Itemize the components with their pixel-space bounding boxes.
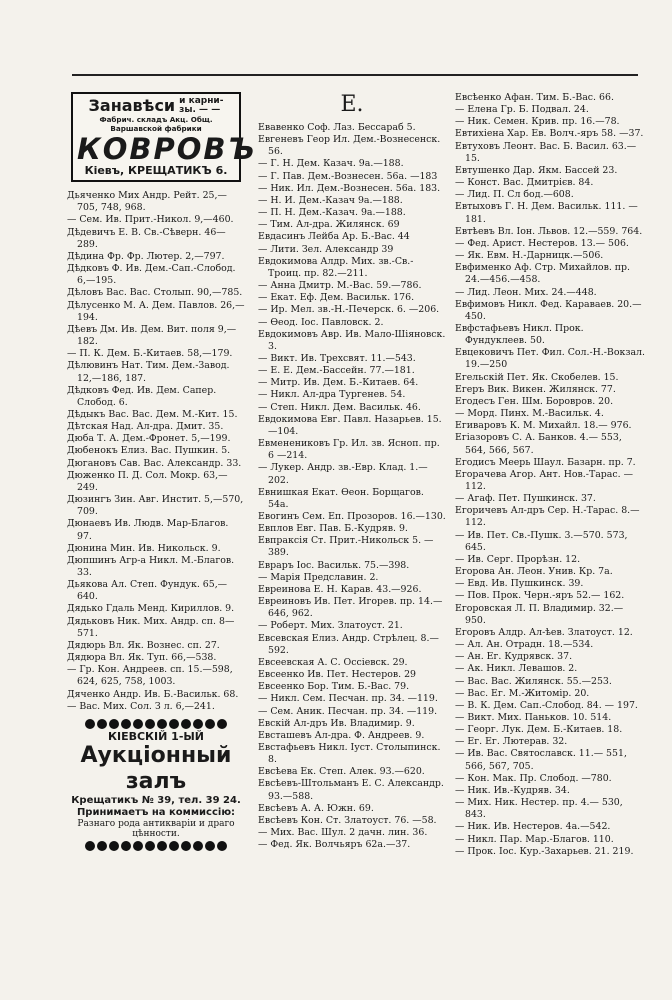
directory-entry: Евстафьевъ Никл. Іуст. Столыпинск. 8. <box>258 741 441 766</box>
directory-entry: — Фед. Як. Волчьяръ 62а.—37. <box>258 839 411 851</box>
directory-entry: Евцековичъ Пет. Фил. Сол.-Н.-Вокзал. 19.—250 <box>455 347 645 371</box>
decorative-dot-icon <box>85 719 95 729</box>
entries-column-3 <box>455 92 645 858</box>
directory-entry: — Пов. Прок. Черн.-яръ 52.— 162. <box>455 590 625 602</box>
directory-entry: — Ир. Мел. зв.-Н.-Печерск. 6. —206. <box>258 304 440 316</box>
directory-entry: Дюба Т. А. Дем.-Фронет. 5,—199. <box>67 433 231 445</box>
directory-entry: Евдокимова Алдр. Мих. зв.-Св.-Троиц. пр. 82.—211. <box>258 255 414 279</box>
decorative-dot-icon <box>157 841 167 851</box>
directory-entry: Дюбенокъ Елиз. Вас. Пушкин. 5. <box>67 445 231 457</box>
directory-entry: — Сем. Ив. Прит.-Никол. 9,—460. <box>67 214 234 226</box>
ad-curtains-cornices: и карни- <box>179 96 224 106</box>
directory-entry: Евфименко Аф. Стр. Михайлов. пр. 24.—456.—458. <box>455 262 631 286</box>
directory-entry: Дюгановъ Сав. Вас. Александр. 33. <box>67 457 242 469</box>
decorative-dot-icon <box>157 719 167 729</box>
directory-entry: — Вас. Вас. Жилянск. 55.—253. <box>455 675 612 687</box>
directory-entry: — Георг. Лук. Дем. Б.-Китаев. 18. <box>455 724 623 736</box>
ad-auction-commission: Принимаетъ на коммиссію: <box>76 807 236 819</box>
directory-entry: Дюнина Мин. Ив. Никольск. 9. <box>67 542 221 554</box>
directory-entry: Евфимовъ Никл. Фед. Караваев. 20.—450. <box>455 298 642 322</box>
decorative-dot-icon <box>109 719 119 729</box>
directory-entry: Дѣлювинъ Нат. Тим. Дем.-Завод. 12,—186, 187. <box>67 360 230 384</box>
directory-entry: — Елена Гр. Б. Подвал. 24. <box>455 104 589 116</box>
directory-entry: Евсеевская А. С. Оссіевск. 29. <box>258 656 408 668</box>
directory-entry: — Никл. Сем. Песчан. пр. 34. —119. <box>258 693 438 705</box>
directory-entry: Дюпшинъ Агр-а Никл. М.-Благов. 33. <box>67 554 235 578</box>
directory-entry: — Вас. Мих. Сол. З л. 6,—241. <box>67 700 215 712</box>
directory-entry: — Ак. Никл. Левашов. 2. <box>455 663 578 675</box>
directory-entry: Евраръ Іос. Васильк. 75.—398. <box>258 559 410 571</box>
directory-entry: Дѣловъ Вас. Вас. Столып. 90,—785. <box>67 287 243 299</box>
directory-entry: Евсѣевъ-Штольманъ Е. С. Александр. 93.—588. <box>258 778 444 802</box>
dots-row-top <box>67 719 245 729</box>
directory-entry: Дѣдковъ Фед. Ив. Дем. Сапер. Слобод. 6. <box>67 384 217 408</box>
ad-auction-title: Аукціонный залъ <box>80 743 232 795</box>
directory-entry: Евсѣевъ А. А. Южн. 69. <box>258 802 374 814</box>
directory-entry: Дядько Гдаль Менд. Кириллов. 9. <box>67 603 235 615</box>
decorative-dot-icon <box>145 841 155 851</box>
directory-entry: Дядюра Вл. Як. Туп. 66,—538. <box>67 652 217 664</box>
directory-entry: Дьяченко Мих Андр. Рейт. 25,—705, 748, 968. <box>67 190 227 214</box>
directory-entry: Евсевская Елиз. Андр. Стрѣлец. 8.—592. <box>258 632 439 656</box>
directory-entry: Дядьковъ Ник. Мих. Андр. сп. 8—571. <box>67 615 235 639</box>
directory-entry: Егоричевъ Ал-дръ Сер. Н.-Тарас. 8.—112. <box>455 505 640 529</box>
directory-entry: — Лити. Зел. Александр 39 <box>258 243 394 255</box>
directory-entry: Егельскій Пет. Як. Скобелев. 15. <box>455 371 619 383</box>
directory-entry: — Конст. Вас. Дмитрієв. 84. <box>455 177 594 189</box>
directory-entry: Дѣтская Над. Ал-дра. Дмит. 35. <box>67 421 224 433</box>
decorative-dot-icon <box>205 719 215 729</box>
directory-entry: Дюзингъ Зин. Авг. Инстит. 5,—570, 709. <box>67 494 244 518</box>
auction-advertisement <box>67 719 245 851</box>
decorative-dot-icon <box>169 841 179 851</box>
directory-entry: — Лукер. Андр. зв.-Евр. Клад. 1.—202. <box>258 462 428 486</box>
decorative-dot-icon <box>121 719 131 729</box>
column-1 <box>67 92 257 853</box>
directory-entry: — Гр. Кон. Андреев. сп. 15.—598, 624, 625, 758, 1003. <box>67 664 233 688</box>
directory-entry: — Ив. Серг. Прорѣзн. 12. <box>455 553 581 565</box>
directory-entry: — Мих. Вас. Шул. 2 дачн. лин. 36. <box>258 827 428 839</box>
directory-entry: — Никл. Ал-дра Тургенев. 54. <box>258 389 406 401</box>
section-letter: Е. <box>340 92 364 117</box>
directory-entry: — Лид. П. Сл бод.—608. <box>455 189 574 201</box>
directory-entry: Егодесъ Ген. Шм. Боровров. 20. <box>455 395 614 407</box>
directory-entry: Евсѣева Ек. Степ. Алек. 93.—620. <box>258 766 425 778</box>
ad-curtains-warehouse: Фабрич. складъ Акц. Общ. <box>99 115 213 124</box>
directory-entry: Дѣдина Фр. Фр. Лютер. 2,—797. <box>67 250 225 262</box>
directory-entry: Дюнаевъ Ив. Людв. Мар-Благов. 97. <box>67 518 229 542</box>
directory-entry: — Як. Евм. Н.-Дарницк.—506. <box>455 250 604 262</box>
directory-entry: — Анна Дмитр. М.-Вас. 59.—786. <box>258 280 422 292</box>
ad-curtains-address: Кіевъ, КРЕЩАТИКЪ 6. <box>84 164 228 177</box>
decorative-dot-icon <box>169 719 179 729</box>
directory-entry: Евскій Ал-дръ Ив. Владимир. 9. <box>258 717 415 729</box>
directory-entry: Егоровская Л. П. Владимир. 32.— 950. <box>455 602 624 626</box>
directory-entry: Евменениковъ Гр. Ил. зв. Ясноп. пр. 6 —214. <box>258 438 440 462</box>
directory-entry: Евсѣенко Афан. Тим. Б.-Вас. 66. <box>455 92 614 103</box>
directory-entry: Егоровъ Алдр. Ал-ѣев. Златоуст. 12. <box>455 626 633 638</box>
directory-entry: — Мих. Ник. Нестер. пр. 4.— 530, 843. <box>455 797 623 821</box>
decorative-dot-icon <box>97 719 107 729</box>
directory-entry: — Ив. Вас. Святославск. 11.— 551, 566, 567, 705. <box>455 748 627 772</box>
directory-entry: Евтыховъ Г. Н. Дем. Васильк. 111. —181. <box>455 201 638 225</box>
directory-entry: — Морд. Пинх. М.-Васильк. 4. <box>455 408 604 420</box>
decorative-dot-icon <box>181 841 191 851</box>
directory-entry: Егодисъ Меерь Шаул. Базарн. пр. 7. <box>455 456 636 468</box>
directory-entry: Евдокимовъ Авр. Ив. Мало-Шіяновск. 3. <box>258 328 446 352</box>
decorative-dot-icon <box>193 719 203 729</box>
dots-row-bottom <box>67 841 245 851</box>
decorative-dot-icon <box>133 841 143 851</box>
ad-curtains-brand: КОВРОВЪ <box>77 132 257 166</box>
directory-entry: — Е. Е. Дем.-Бассейн. 77.—181. <box>258 365 415 377</box>
directory-entry: — Степ. Никл. Дем. Васильк. 46. <box>258 401 421 413</box>
directory-entry: — Марія Предславин. 2. <box>258 571 379 583</box>
directory-entry: — Прок. Іос. Кур.-Захарьев. 21. 219. <box>455 845 634 857</box>
directory-entry: Евтуховъ Леонт. Вас. Б. Васил. 63.—15. <box>455 140 637 164</box>
directory-entry: Егиваровъ К. М. Михайл. 18.— 976. <box>455 420 632 432</box>
directory-entry: — Вас. Ег. М.-Житомір. 20. <box>455 687 590 699</box>
directory-entry: — Екат. Еф. Дем. Васильк. 176. <box>258 292 415 304</box>
directory-entry: — Г. Пав. Дем.-Вознесен. 56а. —183 <box>258 170 438 182</box>
ad-auction-antiques: Разнаго рода антикваріи и драго цѣнности. <box>77 819 235 840</box>
directory-entry: — Ник. Ив. Нестеров. 4а.—542. <box>455 821 611 833</box>
directory-entry: — Агаф. Пет. Пушкинск. 37. <box>455 493 596 505</box>
ad-curtains-word: Занавѣси <box>88 95 176 115</box>
decorative-dot-icon <box>193 841 203 851</box>
directory-entry: Дяченко Андр. Ив. Б.-Васильк. 68. <box>67 688 239 700</box>
directory-entry: Евгеневъ Геор Ил. Дем.-Вознесенск. 56. <box>258 134 441 158</box>
directory-entry: Евтѣевъ Вл. Іон. Львов. 12.—559. 764. <box>455 225 643 237</box>
curtains-advertisement <box>71 92 257 182</box>
directory-entry: Евсеенко Ив. Пет. Нестеров. 29 <box>258 669 417 681</box>
directory-entry: — Кон. Мак. Пр. Слобод. —780. <box>455 772 612 784</box>
directory-entry: Дьякова Ал. Степ. Фундук. 65,—640. <box>67 579 228 603</box>
directory-entry: — Н. И. Дем.-Казач 9а.—188. <box>258 194 403 206</box>
directory-entry: — П. Н. Дем.-Казач. 9а.—188. <box>258 207 406 219</box>
directory-entry: — Ник. Ив.-Кудряв. 34. <box>455 784 570 796</box>
column-2 <box>258 92 446 851</box>
directory-entry: Евреиновъ Ив. Пет. Игорев. пр. 14.—646, 962. <box>258 596 443 620</box>
entries-column-1 <box>67 190 245 713</box>
ad-curtains-factory: Варшавской фабрики <box>110 124 202 133</box>
decorative-dot-icon <box>121 841 131 851</box>
directory-entry: — Фед. Арист. Нестеров. 13.— 506. <box>455 237 629 249</box>
decorative-dot-icon <box>217 841 227 851</box>
directory-entry: Дядюрь Вл. Як. Вознес. сп. 27. <box>67 639 220 651</box>
directory-entry: Евсѣевъ Кон. Ст. Златоуст. 76. —58. <box>258 814 437 826</box>
decorative-dot-icon <box>217 719 227 729</box>
top-rule <box>72 74 638 76</box>
ad-curtains-cornices-end: зы. — — <box>179 105 221 115</box>
directory-entry: — Роберт. Мих. Златоуст. 21. <box>258 620 403 632</box>
directory-entry: — Ал. Ан. Отрадн. 18.—534. <box>455 639 594 651</box>
decorative-dot-icon <box>85 841 95 851</box>
decorative-dot-icon <box>145 719 155 729</box>
column-3 <box>455 92 645 858</box>
directory-entry: Евсташевъ Ал-дра. Ф. Андреев. 9. <box>258 729 425 741</box>
directory-entry: — Өеод. Іос. Павловск. 2. <box>258 316 384 328</box>
directory-entry: — Тим. Ал-дра. Жилянск. 69 <box>258 219 400 231</box>
directory-entry: Евдокимова Евг. Павл. Назарьев. 15. —104. <box>258 413 442 437</box>
directory-entry: — Ив. Пет. Св.-Пушк. 3.—570. 573, 645. <box>455 529 628 553</box>
directory-entry: — Ан. Ег. Кудрявск. 37. <box>455 651 573 663</box>
directory-entry: Дюженко П. Д. Сол. Мокр. 63,—249. <box>67 469 228 493</box>
entries-column-2 <box>258 122 446 851</box>
directory-entry: Дѣдевичъ Е. В. Св.-Сѣверн. 46—289. <box>67 226 226 250</box>
directory-entry: Евтихіена Хар. Ев. Волч.-яръ 58. —37. <box>455 128 644 140</box>
directory-entry: Егорова Ан. Леон. Унив. Кр. 7а. <box>455 566 613 578</box>
ad-auction-address: Крещатикъ № 39, тел. 39 24. <box>71 795 241 807</box>
directory-entry: Евфстафьевъ Никл. Прок. Фундуклеев. 50. <box>455 322 584 347</box>
directory-entry: Евогинъ Сем. Еп. Прозоров. 16.—130. <box>258 511 446 522</box>
directory-entry: — Ег. Ег. Лютерав. 32. <box>455 736 568 748</box>
directory-entry: Дѣдыкъ Вас. Вас. Дем. М.-Кит. 15. <box>67 408 238 420</box>
ad-auction-kiev: КІЕВСКІЙ 1-ЫЙ <box>108 729 204 743</box>
directory-entry: Евпраксія Ст. Прит.-Никольск 5. —389. <box>258 535 434 559</box>
decorative-dot-icon <box>181 719 191 729</box>
decorative-dot-icon <box>109 841 119 851</box>
directory-entry: — В. К. Дем. Сап.-Слобод. 84. — 197. <box>455 699 638 711</box>
directory-entry: Евавенко Соф. Лаз. Бессараб 5. <box>258 122 416 133</box>
directory-entry: — Г. Н. Дем. Казач. 9а.—188. <box>258 158 404 170</box>
directory-entry: Дѣлусенко М. А. Дем. Павлов. 26,—194. <box>67 299 245 323</box>
directory-entry: Евреинова Е. Н. Карав. 43.—926. <box>258 583 422 595</box>
directory-entry: Евплов Евг. Пав. Б.-Кудряв. 9. <box>258 523 408 535</box>
directory-entry: Егорачева Агор. Ант. Нов.-Тарас. — 112. <box>455 468 633 492</box>
directory-entry: — Ник. Ил. Дем.-Вознесен. 56а. 183. <box>258 182 441 194</box>
directory-entry: Евдасинъ Лейба Ар. Б.-Вас. 44 <box>258 231 410 243</box>
decorative-dot-icon <box>133 719 143 729</box>
directory-entry: — Сем. Аник. Песчан. пр. 34. —119. <box>258 705 438 717</box>
directory-entry: — Ник. Семен. Крив. пр. 16.—78. <box>455 116 620 128</box>
directory-entry: — Евд. Ив. Пушкинск. 39. <box>455 578 584 590</box>
directory-entry: Евнишкая Екат. Өеон. Борщагов. 54а. <box>258 486 424 510</box>
directory-entry: — Никл. Пар. Мар.-Благов. 110. <box>455 833 614 845</box>
decorative-dot-icon <box>205 841 215 851</box>
directory-entry: Егіазоровъ С. А. Банков. 4.— 553, 564, 566, 567. <box>455 432 622 456</box>
directory-entry: — Митр. Ив. Дем. Б.-Китаев. 64. <box>258 377 419 389</box>
directory-entry: — Лид. Леон. Мих. 24.—448. <box>455 286 597 298</box>
directory-entry: Евтушенко Дар. Якм. Бассей 23. <box>455 164 618 176</box>
decorative-dot-icon <box>97 841 107 851</box>
directory-entry: Дѣевъ Дм. Ив. Дем. Вит. поля 9,—182. <box>67 323 237 348</box>
directory-entry: — Викт. Мих. Паньков. 10. 514. <box>455 711 612 723</box>
directory-entry: Егеръ Вик. Викен. Жилянск. 77. <box>455 383 616 395</box>
directory-entry: — П. К. Дем. Б.-Китаев. 58,—179. <box>67 348 233 360</box>
directory-entry: Дѣдковъ Ф. Ив. Дем.-Сап.-Слобод. 6,—195. <box>67 263 236 287</box>
directory-entry: Евсеенко Бор. Тим. Б.-Вас. 79. <box>258 681 410 693</box>
directory-entry: — Викт. Ив. Трехсвят. 11.—543. <box>258 352 416 364</box>
